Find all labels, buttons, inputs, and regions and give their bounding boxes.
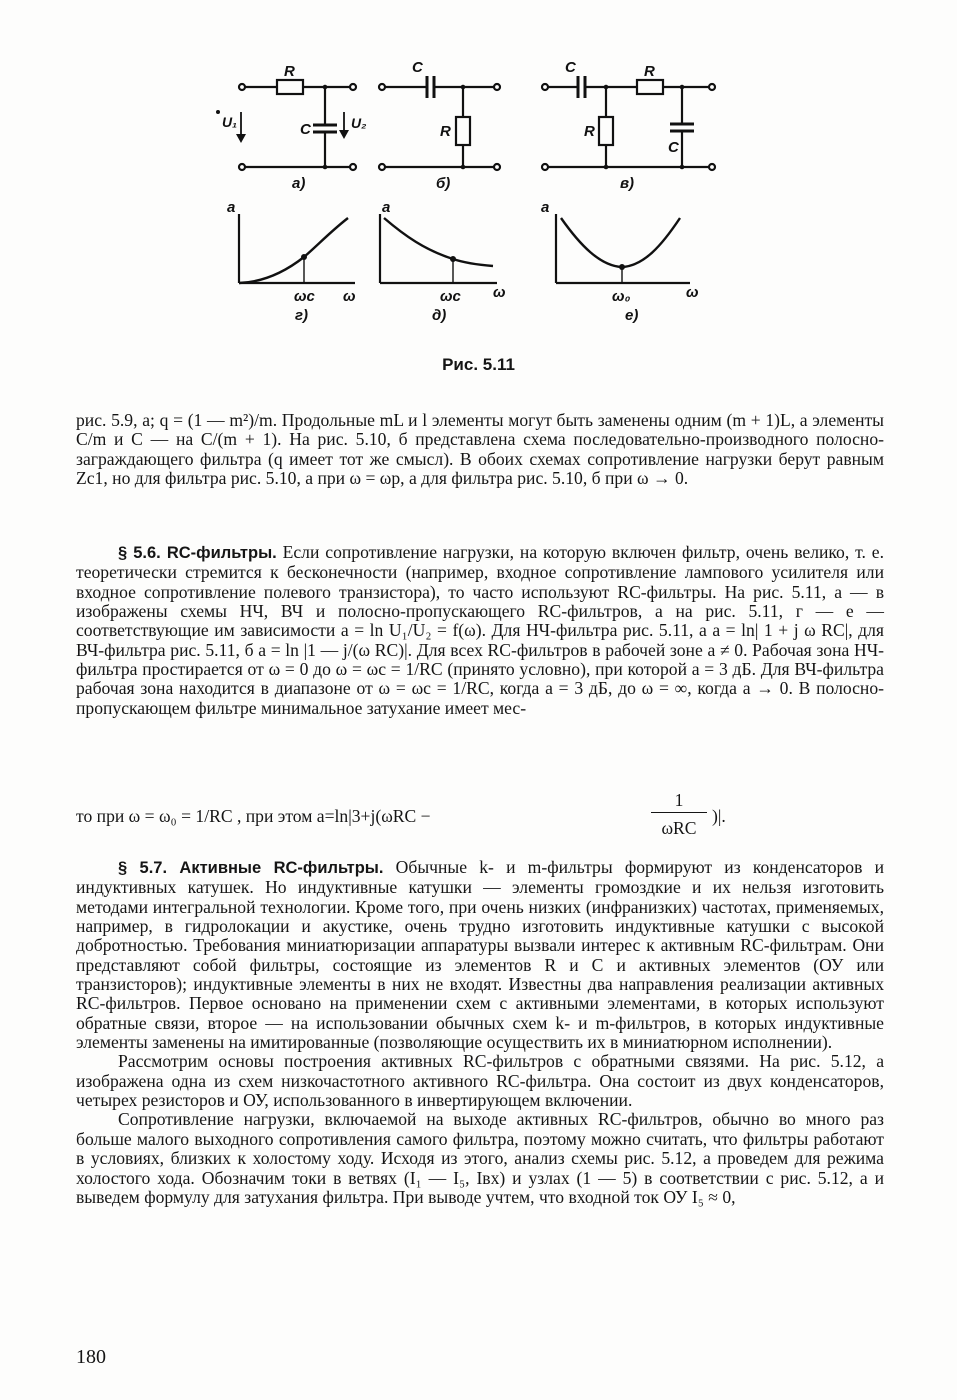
paragraph-rc-intro: рис. 5.9, а; q = (1 — m²)/m. Продольные mL и l элементы могут быть заменены одним (m + 1)L, а элементы C/m и C — на C/(m + 1). На рис. 5.10, б представлена схема последовательно-производного полосно-заграждающего фильтра (q имеет тот же смысл). В обоих схемах сопротивление нагрузки берут равным Zc1, но для фильтра рис. 5.10, а при ω = ωр, а для фильтра рис. 5.10, б при ω → 0. <box>76 410 884 489</box>
label-sub-v: в) <box>620 175 635 192</box>
section-body-5-7: Обычные k- и m-фильтры формируют из конденсаторов и индуктивных катушек. Но индуктивные катушки — элементы громоздкие и их нельзя изготовить методами интегральной технологии. Кроме того, при очень низких (инфранизких) частотах, применяемых, например, в гидролокации и акустике, очень трудно изготовить индуктивные катушки с высокой добротностью. Требования миниатюризации аппаратуры вызвали интерес к активным RC-фильтрам. Они представляют собой фильтры, состоящие из элементов R и C и активных элементов (ОУ или транзисторов); индуктивные элементы в них не входят. Известны два направления реализации активных RC-фильтров. Первое основано на применении схем с активными элементами, в которых используют обратные связи, второе — на использовании обычных схем k- и m-фильтров, в которых индуктивные элементы заменены на имитированные (позволяющие осуществить их в миниатюрном исполнении). <box>76 857 884 1053</box>
label-sub-e: е) <box>625 307 639 324</box>
label-sub-g: г) <box>295 307 309 324</box>
label-U2: U₂ <box>351 115 367 131</box>
label-C-v2: C <box>668 139 679 156</box>
label-C-v1: C <box>565 59 576 76</box>
axis-omega-g: ω <box>343 288 356 305</box>
figure-caption: Рис. 5.11 <box>442 355 515 374</box>
label-omega-0-e: ω₀ <box>612 288 631 305</box>
axis-omega-e: ω <box>686 284 699 301</box>
label-C-a: C <box>300 121 311 138</box>
paragraph-consider: Рассмотрим основы построения активных RC-фильтров с обратными связями. На рис. 5.12, а изображена одна из схем низкочастотного активного RC-фильтра. Она состоит из двух конденсаторов, четырех резисторов и ОУ, использованного в инвертирующем включении. <box>76 1051 884 1111</box>
graph-highpass-attenuation <box>380 214 497 283</box>
paragraph-load: Сопротивление нагрузки, включаемой на выходе активных RC-фильтров, обычно во много раз больше малого выходного сопротивления самого фильтра, поэтому можно считать, что фильтры работают в условиях, близких к холостому ходу. Исходя из этого, анализ схемы рис. 5.12, а проведем для режима холостого хода. Обозначим токи в ветвях (I₁ — I₅, Iвх) и узлах (1 — 5) в соответствии с рис. 5.12, а и выведем формулу для затухания фильтра. При выводе учтем, что входной ток ОУ I₅ ≈ 0, <box>76 1109 884 1207</box>
label-sub-d: д) <box>432 307 447 324</box>
resistor-symbol <box>637 80 663 94</box>
fraction-bar <box>651 812 707 813</box>
resistor-symbol <box>277 80 303 94</box>
formula-numerator: 1 <box>674 790 684 810</box>
resistor-symbol <box>456 117 470 145</box>
figure-5-11 <box>0 0 957 390</box>
section-5-7 <box>76 858 884 1207</box>
formula-suffix: )|. <box>712 806 726 826</box>
graph-lowpass-attenuation <box>239 214 355 283</box>
formula-prefix: то при ω = ω₀ = 1/RC , при этом a=ln|3+j(ωRC − <box>76 806 431 826</box>
label-sub-b: б) <box>436 175 451 192</box>
label-R-a: R <box>284 63 295 80</box>
label-R-v1: R <box>644 63 655 80</box>
paragraph-continuation <box>76 411 884 488</box>
section-body-5-6: Если сопротивление нагрузки, на которую включен фильтр, очень велико, т. е. теоретически стремится к бесконечности (например, входное сопротивление лампового усилителя или входное сопротивление полевого транзистора), то часто используют RC-фильтры. На рис. 5.11, а — в изображены схемы НЧ, ВЧ и полосно-пропускающего RC-фильтров, а на рис. 5.11, г — е — соответствующие им зависимости a = ln U₁/U₂ = f(ω). Для НЧ-фильтра рис. 5.11, а a = ln| 1 + j ω RC|, для ВЧ-фильтра рис. 5.11, б a = ln |1 — j/(ω RC)|. Для всех RC-фильтров в рабочей зоне a ≠ 0. Рабочая зона НЧ-фильтра простирается от ω = 0 до ω = ωc = 1/RC (принято условно), при которой a = 3 дБ. Для ВЧ-фильтра рабочая зона находится в диапазоне от ω = ωc = 1/RC, когда a = 3 дБ, до ω = ∞, когда a → 0. В полосно-пропускающем фильтре минимальное затухание имеет мес- <box>76 542 884 718</box>
axis-a-e: a <box>541 199 550 216</box>
section-5-6 <box>76 543 884 718</box>
label-C-b: C <box>412 59 423 76</box>
formula-line <box>76 788 896 844</box>
section-heading-5-6: § 5.6. RC-фильтры. <box>118 544 277 562</box>
circuit-bandpass <box>542 76 715 170</box>
axis-omega-d: ω <box>493 284 506 301</box>
axis-a-g: a <box>227 199 236 216</box>
label-omega-c-g: ωc <box>294 288 315 305</box>
section-heading-5-7: § 5.7. Активные RC-фильтры. <box>118 859 384 877</box>
axis-a-d: a <box>382 199 391 216</box>
label-sub-a: а) <box>292 175 306 192</box>
formula-denominator: ωRC <box>661 818 697 838</box>
resistor-symbol <box>599 117 613 145</box>
graph-bandpass-attenuation <box>556 214 690 283</box>
label-U1: U₁ <box>222 114 238 130</box>
label-omega-c-d: ωc <box>440 288 461 305</box>
label-R-v2: R <box>584 123 595 140</box>
page-number: 180 <box>76 1346 106 1368</box>
label-R-b: R <box>440 123 451 140</box>
